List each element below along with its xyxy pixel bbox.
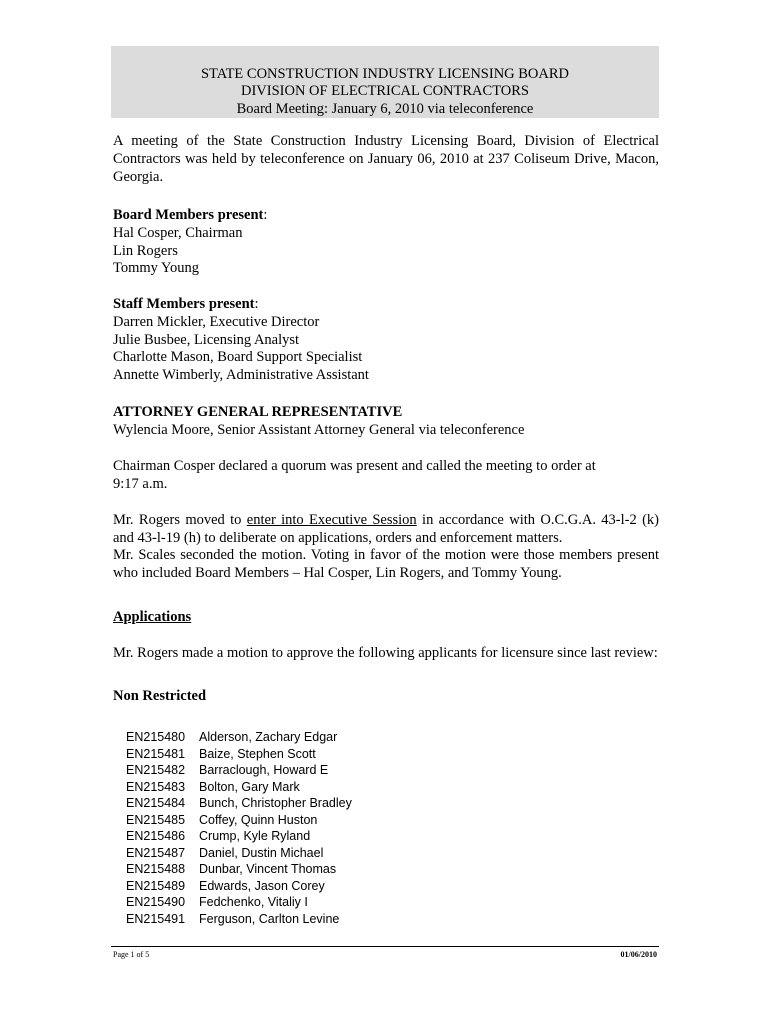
document-header — [111, 46, 659, 118]
staff-member: Charlotte Mason, Board Support Specialist — [113, 349, 363, 366]
applications-motion: Mr. Rogers made a motion to approve the following applicants for licensure since last review: — [113, 645, 658, 661]
applicant-name: Barraclough, Howard E — [199, 763, 329, 777]
header-title: STATE CONSTRUCTION INDUSTRY LICENSING BOARD — [200, 66, 570, 82]
non-restricted-heading: Non Restricted — [113, 688, 207, 704]
applicant-name: Bolton, Gary Mark — [199, 779, 300, 794]
license-number: EN215490 — [126, 895, 186, 909]
license-number: EN215491 — [126, 911, 186, 926]
applicant-row — [126, 861, 352, 878]
license-number: EN215483 — [126, 779, 186, 794]
staff-members-heading: Staff Members present — [113, 296, 255, 312]
license-number: EN215481 — [126, 746, 186, 761]
applicant-name: Daniel, Dustin Michael — [199, 845, 324, 860]
license-number: EN215480 — [126, 730, 186, 744]
applicant-list — [126, 729, 352, 927]
staff-member: Darren Mickler, Executive Director — [113, 313, 320, 330]
second-paragraph: Mr. Scales seconded the motion. Voting in favor of the motion were those members present who included Board Members – Hal Cosper, Lin Rogers, and Tommy Young. — [113, 547, 659, 581]
board-members-colon: : — [263, 207, 268, 223]
staff-members-section — [113, 296, 659, 385]
applicant-row — [126, 795, 352, 812]
staff-member: Annette Wimberly, Administrative Assistant — [113, 367, 369, 384]
applications-heading: Applications — [113, 609, 192, 625]
motion-pre: Mr. Rogers moved to — [113, 512, 247, 528]
applicant-row — [126, 845, 352, 862]
board-members-section — [113, 207, 659, 278]
applicant-row — [126, 729, 352, 746]
applicant-name: Crump, Kyle Ryland — [199, 829, 311, 843]
license-number: EN215484 — [126, 796, 186, 810]
applicant-row — [126, 894, 352, 911]
footer-date: 01/06/2010 — [620, 950, 657, 959]
applicant-name: Alderson, Zachary Edgar — [199, 730, 338, 744]
header-meeting: Board Meeting: January 6, 2010 via teleconference — [236, 101, 534, 117]
applicant-name: Fedchenko, Vitaliy I — [199, 895, 308, 909]
board-member: Tommy Young — [113, 260, 200, 277]
quorum-line: 9:17 a.m. — [113, 475, 168, 492]
applicant-name: Coffey, Quinn Huston — [199, 812, 318, 827]
applicant-name: Baize, Stephen Scott — [199, 746, 316, 761]
applicant-row — [126, 746, 352, 763]
license-number: EN215488 — [126, 862, 186, 876]
board-member: Lin Rogers — [113, 242, 178, 259]
staff-member: Julie Busbee, Licensing Analyst — [113, 331, 300, 348]
attorney-heading: ATTORNEY GENERAL REPRESENTATIVE — [113, 404, 403, 420]
header-division: DIVISION OF ELECTRICAL CONTRACTORS — [241, 83, 529, 99]
quorum-paragraph — [113, 458, 659, 494]
applicant-name: Ferguson, Carlton Levine — [199, 911, 340, 926]
quorum-line: Chairman Cosper declared a quorum was present and called the meeting to order at — [113, 458, 596, 474]
page-footer — [111, 946, 659, 959]
applicant-name: Dunbar, Vincent Thomas — [199, 862, 337, 876]
intro-paragraph: A meeting of the State Construction Industry Licensing Board, Division of Electrical Contractors was held by teleconference on January 06, 2010 at 237 Coliseum Drive, Macon, Georgia. — [113, 133, 659, 185]
license-number: EN215486 — [126, 829, 186, 843]
staff-members-colon: : — [254, 296, 259, 312]
license-number: EN215482 — [126, 763, 186, 777]
board-members-heading: Board Members present — [113, 207, 264, 223]
applicant-row — [126, 911, 352, 928]
license-number: EN215487 — [126, 845, 186, 860]
applicant-name: Bunch, Christopher Bradley — [199, 796, 352, 810]
page-number: Page 1 of 5 — [113, 950, 150, 959]
applicant-row — [126, 828, 352, 845]
applicant-row — [126, 779, 352, 796]
license-number: EN215485 — [126, 812, 186, 827]
executive-session-link: enter into Executive Session — [246, 512, 417, 528]
license-number: EN215489 — [126, 878, 186, 893]
applicant-row — [126, 878, 352, 895]
board-member: Hal Cosper, Chairman — [113, 224, 243, 241]
attorney-name: Wylencia Moore, Senior Assistant Attorney General via teleconference — [113, 421, 525, 438]
applicant-name: Edwards, Jason Corey — [199, 878, 325, 893]
applicant-row — [126, 762, 352, 779]
motion-post: in accordance with O.C.G.A. 43-l-2 (k) and 43-l-19 (h) to deliberate on applications, orders and enforcement matters. — [113, 512, 659, 546]
motion-paragraph — [113, 512, 659, 548]
attorney-section — [113, 404, 659, 440]
applicant-row — [126, 812, 352, 829]
